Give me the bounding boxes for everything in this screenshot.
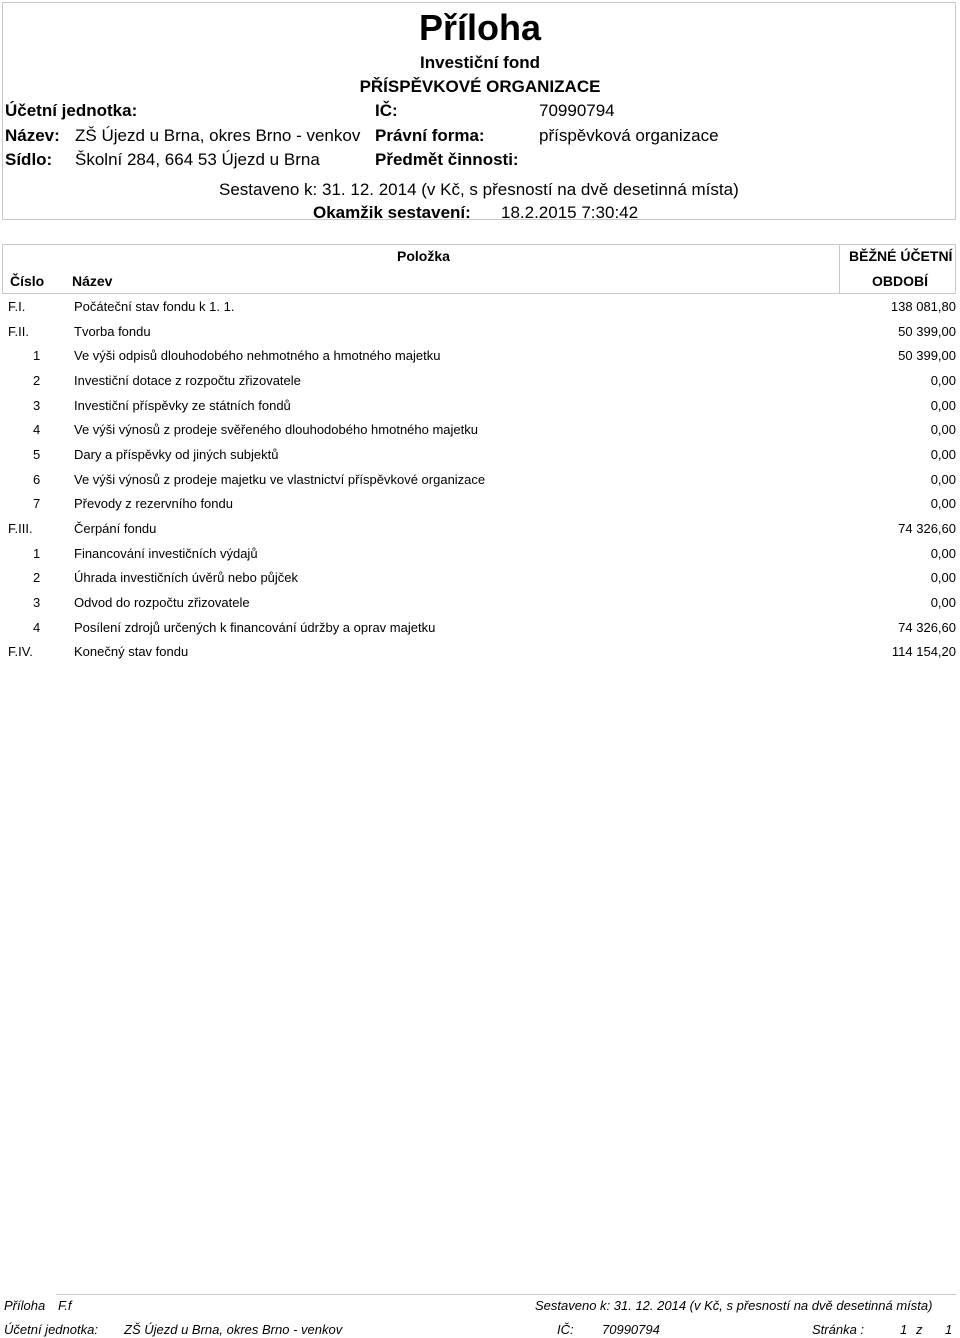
seat-label: Sídlo: — [5, 150, 53, 169]
table-row — [0, 394, 960, 418]
footer-ic-value: 70990794 — [602, 1322, 660, 1337]
row-name: Odvod do rozpočtu zřizovatele — [74, 595, 250, 610]
legal-form-label: Právní forma: — [375, 126, 485, 145]
row-value: 0,00 — [930, 422, 956, 437]
column-name: Název — [72, 273, 113, 289]
unit-label: Účetní jednotka: — [5, 101, 138, 120]
table-row — [0, 320, 960, 344]
row-value: 0,00 — [930, 546, 956, 561]
table-row — [0, 566, 960, 590]
table-row — [0, 468, 960, 492]
column-item: Položka — [397, 248, 450, 264]
footer-compiled: Sestaveno k: 31. 12. 2014 (v Kč, s přesností na dvě desetinná místa) — [535, 1298, 933, 1313]
row-number: 6 — [33, 472, 41, 487]
row-value: 114 154,20 — [891, 644, 956, 659]
report-subtitle: Investiční fond — [420, 53, 540, 72]
table-row — [0, 418, 960, 442]
table-header — [2, 244, 956, 294]
moment-label: Okamžik sestavení: — [313, 203, 471, 222]
name-label: Název: — [5, 126, 60, 145]
footer-ic-label: IČ: — [557, 1322, 574, 1337]
row-name: Počáteční stav fondu k 1. 1. — [74, 299, 235, 314]
row-number: F.II. — [8, 324, 29, 339]
row-name: Ve výši výnosů z prodeje majetku ve vlastnictví příspěvkové organizace — [74, 472, 486, 487]
column-divider — [839, 245, 840, 293]
row-number: 7 — [33, 496, 41, 511]
footer-section: F.f — [58, 1298, 72, 1313]
row-value: 0,00 — [930, 373, 956, 388]
row-name: Úhrada investičních úvěrů nebo půjček — [74, 570, 299, 585]
row-number: F.I. — [8, 299, 26, 314]
table-row — [0, 443, 960, 467]
footer-divider — [56, 1294, 956, 1295]
activity-label: Předmět činnosti: — [375, 150, 519, 169]
row-number: 1 — [33, 348, 41, 363]
row-value: 50 399,00 — [898, 324, 956, 339]
table-row — [0, 640, 960, 664]
row-value: 0,00 — [930, 398, 956, 413]
row-value: 74 326,60 — [898, 521, 956, 536]
row-number: 2 — [33, 570, 41, 585]
footer-page-current: 1 — [900, 1322, 908, 1337]
column-number: Číslo — [10, 273, 45, 289]
page-title: Příloha — [418, 7, 542, 48]
row-name: Převody z rezervního fondu — [74, 496, 233, 511]
row-value: 0,00 — [930, 472, 956, 487]
row-number: 2 — [33, 373, 41, 388]
moment-value: 18.2.2015 7:30:42 — [501, 203, 639, 222]
footer-page-label: Stránka : — [812, 1322, 865, 1337]
report-header — [2, 2, 956, 220]
footer-page-of: z — [916, 1322, 923, 1337]
ic-value: 70990794 — [539, 101, 615, 120]
name-value: ZŠ Újezd u Brna, okres Brno - venkov — [75, 126, 361, 145]
row-name: Investiční dotace z rozpočtu zřizovatele — [74, 373, 301, 388]
row-name: Ve výši odpisů dlouhodobého nehmotného a hmotného majetku — [74, 348, 441, 363]
row-value: 50 399,00 — [898, 348, 956, 363]
row-name: Konečný stav fondu — [74, 644, 189, 659]
table-row — [0, 492, 960, 516]
row-number: 3 — [33, 595, 41, 610]
column-period-line2: OBDOBÍ — [872, 273, 928, 289]
row-value: 74 326,60 — [898, 620, 956, 635]
footer-unit-label: Účetní jednotka: — [4, 1322, 98, 1337]
row-name: Posílení zdrojů určených k financování údržby a oprav majetku — [74, 620, 436, 635]
row-name: Dary a příspěvky od jiných subjektů — [74, 447, 279, 462]
row-value: 0,00 — [930, 496, 956, 511]
footer-title: Příloha — [4, 1298, 46, 1313]
table-row — [0, 616, 960, 640]
table-row — [0, 591, 960, 615]
row-name: Financování investičních výdajů — [74, 546, 258, 561]
table-row — [0, 295, 960, 319]
table-row — [0, 369, 960, 393]
row-number: 5 — [33, 447, 41, 462]
row-value: 0,00 — [930, 595, 956, 610]
row-number: F.IV. — [8, 644, 33, 659]
row-name: Ve výši výnosů z prodeje svěřeného dlouhodobého hmotného majetku — [74, 422, 478, 437]
row-number: 4 — [33, 422, 41, 437]
table-row — [0, 344, 960, 368]
row-name: Tvorba fondu — [74, 324, 151, 339]
legal-form-value: příspěvková organizace — [539, 126, 719, 145]
row-number: F.III. — [8, 521, 33, 536]
row-number: 4 — [33, 620, 41, 635]
organization-type: PŘÍSPĚVKOVÉ ORGANIZACE — [359, 77, 601, 96]
seat-value: Školní 284, 664 53 Újezd u Brna — [75, 150, 320, 169]
row-value: 0,00 — [930, 570, 956, 585]
row-value: 0,00 — [930, 447, 956, 462]
row-name: Investiční příspěvky ze státních fondů — [74, 398, 291, 413]
column-period-line1: BĚŽNÉ ÚČETNÍ — [849, 248, 953, 264]
compiled-line: Sestaveno k: 31. 12. 2014 (v Kč, s přesností na dvě desetinná místa) — [219, 180, 739, 199]
table-row — [0, 542, 960, 566]
footer-unit-value: ZŠ Újezd u Brna, okres Brno - venkov — [124, 1322, 343, 1337]
row-name: Čerpání fondu — [74, 521, 157, 536]
row-value: 138 081,80 — [890, 299, 956, 314]
ic-label: IČ: — [375, 101, 398, 120]
table-row — [0, 517, 960, 541]
row-number: 1 — [33, 546, 41, 561]
row-number: 3 — [33, 398, 41, 413]
footer-page-total: 1 — [945, 1322, 953, 1337]
